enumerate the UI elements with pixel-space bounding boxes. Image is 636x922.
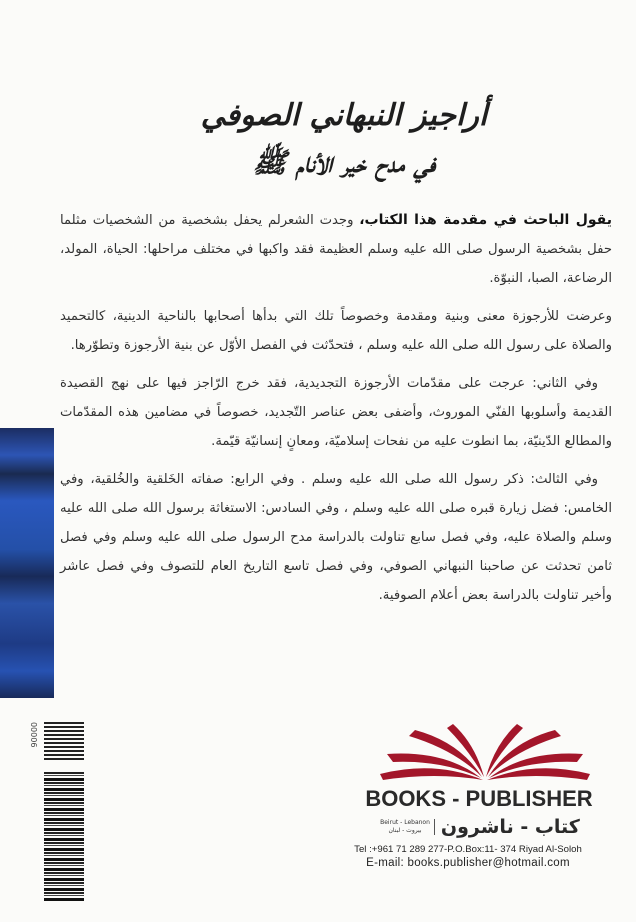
blurb-p1-text: وجدت الشعرلم يحفل بشخصية من الشخصيات مثلما حفل بشخصية الرسول صلى الله عليه وسلم العظيمة فقد واكبها في مختلف مراحلها: الحياة، المولد، الرضاعة، الصبا، النبوّة.	[60, 213, 612, 286]
city-en: Beirut - Lebanon	[380, 819, 430, 826]
open-book-logo-icon	[375, 722, 595, 792]
publisher-email: E-mail: books.publisher@hotmail.com	[366, 857, 570, 869]
city-ar: بيروت - لبنان	[388, 827, 422, 834]
barcode-addon	[44, 722, 84, 762]
blurb-lead: يقول الباحث في مقدمة هذا الكتاب،	[359, 212, 612, 228]
book-title	[144, 92, 544, 186]
publisher-contact-block	[318, 843, 618, 871]
publisher-contact: Tel :+961 71 289 277-P.O.Box:11- 374 Riyad Al-Soloh	[354, 844, 582, 855]
barcode-gap	[44, 762, 84, 772]
publisher-city	[380, 819, 435, 835]
blurb-paragraph-3: وفي الثاني: عرجت على مقدّمات الأرجوزة التجديدية، فقد خرج الرّاجز فيها على نهج القصيدة القديمة وأسلوبها الفنّي الموروث، وأضفى بعض عناصر التّجديد، خصوصاً في مضامين هذه المقدّمات والمطالع الدّينيّة، بما انطوت عليه من نفحات إسلاميّة، ومعانٍ إنسانيّة قيّمة.	[60, 376, 612, 449]
title-line-2: في مدح خير الأنام ﷺ	[252, 146, 436, 179]
publisher-arabic	[340, 813, 620, 841]
blurb-paragraph-1	[60, 206, 612, 293]
blue-decorative-stripe	[0, 428, 54, 698]
publisher-name: BOOKS - PUBLISHER	[365, 786, 593, 811]
blurb-paragraph-4: وفي الثالث: ذكر رسول الله صلى الله عليه وسلم . وفي الرابع: صفاته الخَلقية والخُلقية، وفي الخامس: فضل زيارة قبره صلى الله عليه وسلم ، وفي السادس: الاستغاثة برسول الله صلى الله عليه وسلم والصلاة عليه، وفي فصل سابع تناولت بالدراسة مدح الرسول صلى الله عليه وسلم وفي فصل ثامن تحدثت عن صاحبنا النبهاني الصوفي، وفي فصل تاسع التاريخ العام للتصوف وفي فصل عاشر وأخير تناولت بالدراسة بعض أعلام الصوفية.	[60, 472, 612, 603]
title-line-1: أراجيز النبهاني الصوفي	[200, 98, 488, 133]
barcode-addon-number: 90000	[30, 722, 39, 748]
blurb-paragraph-2: وعرضت للأرجوزة معنى وبنية ومقدمة وخصوصاً تلك التي بدأها أصحابها بالناحية الدينية، كالتحميد والصلاة على رسول الله صلى الله عليه وسلم ، فتحدّثت في الفصل الأوّل عن بنية الأرجوزة وتطوّرها.	[60, 309, 612, 353]
blurb	[60, 206, 612, 619]
publisher-name-ar: كتاب - ناشرون	[440, 816, 580, 838]
